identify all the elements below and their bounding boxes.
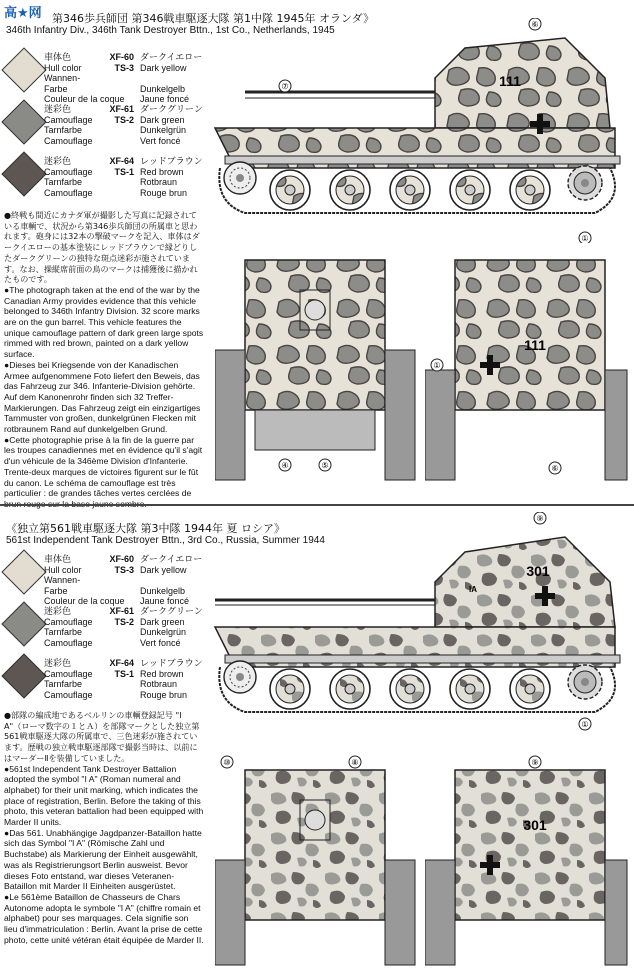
rear-view-drawing [425, 250, 630, 490]
turret-number: 301 [526, 563, 550, 579]
scheme-2-notes [4, 710, 204, 945]
color-row: 車体色 XF-60 ダークイエロー Hull color TS-3 Dark yellow Wannen-Farbe Dunkelgelb Couleur de la coque Jaune foncé [4, 52, 209, 104]
svg-text:①: ① [433, 361, 441, 370]
color-row: 迷彩色 XF-61 ダークグリーン Camouflage TS-2 Dark green Tarnfarbe Dunkelgrün Camouflage Vert foncé [4, 104, 209, 156]
note-jp: ●終戦も間近にカナダ軍が撮影した写真に記録されている車輌で、状況から第346歩兵師団の所属車と思われます。砲身には32本の撃破マークを記入、車体はダークイエローの基本塗装にレッドブラウンで縁どりしたダークグリーンの独特な斑点迷彩が施されています。なお、操縦席前面の鳥のマークは捕獲後に描かれたものです。 [4, 210, 200, 285]
svg-text:①: ① [581, 234, 589, 243]
superstructure [435, 38, 610, 128]
note-en: ●The photograph taken at the end of the war by the Canadian Army provides evidence that this vehicle belonged to 346th Infantry Division. 32 score marks are on the gun barrel. This vehicle features the unique camouflage pattern of dark green large spots rimmed with red brown, painted on a dark yellow surface. [4, 284, 204, 360]
paint-swatch-red-brown [1, 151, 46, 196]
turret-number: 111 [499, 73, 521, 89]
paint-swatch-dark-yellow [1, 47, 46, 92]
front-view-drawing [215, 750, 420, 970]
scheme-1-title-en: 346th Infantry Div., 346th Tank Destroyer Bttn., 1st Co., Netherlands, 1945 [6, 25, 335, 36]
paint-swatch-dark-green [1, 99, 46, 144]
site-watermark-logo: 高★网 [2, 2, 44, 21]
paint-swatch-dark-green [1, 601, 46, 646]
svg-text:⑨: ⑨ [531, 758, 539, 767]
scheme-2-title-jp: 《独立第561戦車駆逐大隊 第3中隊 1944年 夏 ロシア》 [6, 522, 285, 535]
scheme-2-color-legend [4, 554, 209, 710]
scheme-section-2 [0, 512, 634, 971]
svg-text:⑧: ⑧ [351, 758, 359, 767]
color-row: 迷彩色 XF-61 ダークグリーン Camouflage TS-2 Dark green Tarnfarbe Dunkelgrün Camouflage Vert foncé [4, 606, 209, 658]
svg-text:⑨: ⑨ [536, 514, 544, 523]
color-row: 迷彩色 XF-64 レッドブラウン Camouflage TS-1 Red brown Tarnfarbe Rotbraun Camouflage Rouge brun [4, 658, 209, 710]
rear-number: 111 [524, 337, 546, 353]
svg-text:④: ④ [281, 461, 289, 470]
svg-text:⑥: ⑥ [531, 20, 539, 29]
rear-view-drawing [425, 750, 630, 970]
rear-number: 301 [523, 817, 547, 833]
note-fr: ●Cette photographie prise à la fin de la guerre par les troupes canadiennes met en évidence qu'il s'agit d'un véhicule de la 346ème Division d'Infanterie. Trente-deux marques de victoires figurent sur le fût du canon. Le schéma de camouflage est très particulier : de grandes tâches vertes cerclées de [4, 434, 203, 499]
svg-text:⑤: ⑤ [321, 461, 329, 470]
unit-mark: IA [469, 585, 477, 594]
scheme-2-title-en: 561st Independent Tank Destroyer Bttn., 3rd Co., Russia, Summer 1944 [6, 535, 325, 546]
scheme-1-title-jp: 第346歩兵師団 第346戦車駆逐大隊 第1中隊 1945年 オランダ》 [52, 12, 375, 25]
superstructure [435, 537, 615, 627]
note-de: ●Dieses bei Kriegsende von der Kanadischen Armee aufgenommene Foto liefert den Beweis, das das Fahrzeug zur 346. Infanterie-Division gehörte. Auf dem Kanonenrohr finden sich 32 Treffer-Markierungen. Das Fahrzeug zeigt ein einzigartiges Tarnmuster von großen, dunkelgrünen Flecken mit rotbraunem Rand auf dunkelgelben Grund. [4, 359, 201, 435]
scheme-1-color-legend [4, 52, 209, 208]
front-view-drawing [215, 250, 420, 490]
note-de: ●Das 561. Unabhängige Jagdpanzer-Bataillon hatte sich das Symbol "I A" (Römische Zahl und Buchstabe) als Markierung der Einheit ausgewählt, was als Registrierungsort Berlin ausweist. Bevor dieses Foto entstand, war dieses Veteranen-Bataillon mit Marder II Einheiten ausgerüstet. [4, 827, 202, 892]
paint-swatch-dark-yellow [1, 549, 46, 594]
note-en: ●561st Independent Tank Destroyer Battalion adopted the symbol "I A" (Roman numeral and alphabet) for their unit marking, which indicates the place of registration, Berlin. Before the taking of this photo, this veteran battalion had been equipped with Marder II units. [4, 763, 204, 828]
note-jp: ●部隊の編成地であるベルリンの車輌登録記号 "I A"（ローマ数字の１とＡ）を部隊マークとした独立第561戦車駆逐大隊の所属車で、三色迷彩が施されています。歴戦の独立戦車駆逐部隊で撮影当時は、以前にはマーダーⅡを装備していました。 [4, 710, 200, 763]
color-row: 迷彩色 XF-64 レッドブラウン Camouflage TS-1 Red brown Tarnfarbe Rotbraun Camouflage Rouge brun [4, 156, 209, 208]
note-fr: ●Le 561ème Bataillon de Chasseurs de Chars Autonome adopta le symbole "I A" (chiffre romain et alphabet) pour ses marquages. Cela signifie son lieu d'immatriculation : Berlin. Avant la prise de cette photo, cette unité vétéran était équipée de Marder II. [4, 891, 204, 945]
color-row: 車体色 XF-60 ダークイエロー Hull color TS-3 Dark yellow Wannen-Farbe Dunkelgelb Couleur de la coque Jaune foncé [4, 554, 209, 606]
side-view-drawing [205, 18, 630, 243]
svg-text:①: ① [581, 720, 589, 729]
side-view-drawing [205, 512, 630, 737]
section-divider [0, 504, 634, 506]
svg-text:⑩: ⑩ [223, 758, 231, 767]
scheme-1-notes [4, 210, 204, 510]
paint-swatch-red-brown [1, 653, 46, 698]
svg-text:⑦: ⑦ [281, 82, 289, 91]
svg-text:⑥: ⑥ [551, 464, 559, 473]
